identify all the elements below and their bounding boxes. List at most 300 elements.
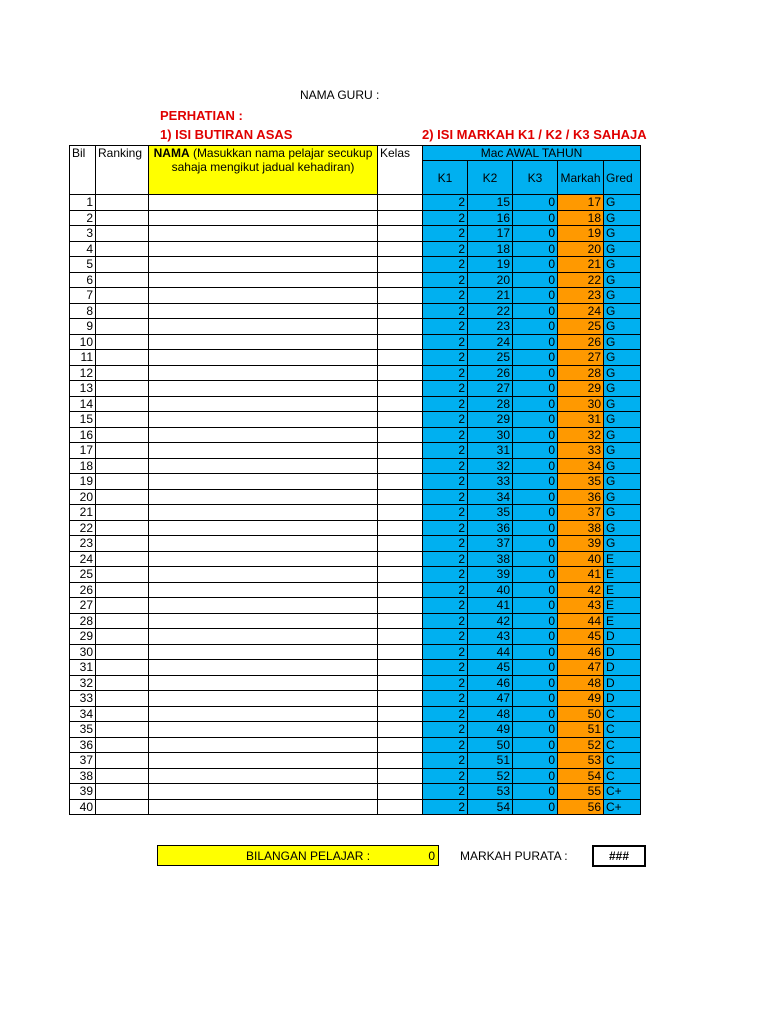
cell-k1: 2 xyxy=(423,784,468,800)
cell-kelas[interactable] xyxy=(378,427,423,443)
cell-kelas[interactable] xyxy=(378,210,423,226)
cell-kelas[interactable] xyxy=(378,675,423,691)
cell-nama[interactable] xyxy=(149,210,378,226)
cell-bil: 16 xyxy=(70,427,96,443)
table-row xyxy=(70,443,641,459)
cell-markah: 37 xyxy=(558,505,604,521)
cell-ranking[interactable] xyxy=(96,427,149,443)
cell-k3: 0 xyxy=(513,567,558,583)
cell-k1: 2 xyxy=(423,706,468,722)
cell-k3: 0 xyxy=(513,319,558,335)
table-row xyxy=(70,675,641,691)
cell-k2: 38 xyxy=(468,551,513,567)
cell-bil: 27 xyxy=(70,598,96,614)
cell-markah: 50 xyxy=(558,706,604,722)
cell-kelas[interactable] xyxy=(378,737,423,753)
cell-ranking[interactable] xyxy=(96,675,149,691)
cell-nama[interactable] xyxy=(149,784,378,800)
cell-nama[interactable] xyxy=(149,505,378,521)
table-row xyxy=(70,613,641,629)
cell-ranking[interactable] xyxy=(96,551,149,567)
cell-kelas[interactable] xyxy=(378,536,423,552)
cell-gred: G xyxy=(604,195,641,211)
cell-markah: 38 xyxy=(558,520,604,536)
cell-k2: 27 xyxy=(468,381,513,397)
header-nama-note: (Masukkan nama pelajar secukup sahaja mengikut jadual kehadiran) xyxy=(171,146,373,174)
cell-kelas[interactable] xyxy=(378,241,423,257)
cell-nama[interactable] xyxy=(149,412,378,428)
cell-gred: G xyxy=(604,226,641,242)
table-row xyxy=(70,334,641,350)
cell-nama[interactable] xyxy=(149,272,378,288)
cell-markah: 21 xyxy=(558,257,604,273)
cell-k3: 0 xyxy=(513,644,558,660)
cell-gred: G xyxy=(604,536,641,552)
cell-bil: 33 xyxy=(70,691,96,707)
cell-nama[interactable] xyxy=(149,474,378,490)
cell-nama[interactable] xyxy=(149,350,378,366)
cell-markah: 30 xyxy=(558,396,604,412)
cell-k1: 2 xyxy=(423,737,468,753)
cell-kelas[interactable] xyxy=(378,396,423,412)
cell-gred: C+ xyxy=(604,799,641,815)
cell-bil: 13 xyxy=(70,381,96,397)
cell-k1: 2 xyxy=(423,489,468,505)
table-row xyxy=(70,427,641,443)
cell-k3: 0 xyxy=(513,768,558,784)
cell-k2: 36 xyxy=(468,520,513,536)
cell-k3: 0 xyxy=(513,257,558,273)
cell-kelas[interactable] xyxy=(378,458,423,474)
cell-ranking[interactable] xyxy=(96,303,149,319)
cell-k2: 42 xyxy=(468,613,513,629)
cell-nama[interactable] xyxy=(149,458,378,474)
cell-k2: 39 xyxy=(468,567,513,583)
cell-gred: G xyxy=(604,303,641,319)
cell-nama[interactable] xyxy=(149,799,378,815)
cell-kelas[interactable] xyxy=(378,505,423,521)
cell-kelas[interactable] xyxy=(378,412,423,428)
cell-ranking[interactable] xyxy=(96,195,149,211)
cell-bil: 7 xyxy=(70,288,96,304)
cell-k1: 2 xyxy=(423,551,468,567)
markah-purata-label: MARKAH PURATA : xyxy=(460,849,568,863)
cell-kelas[interactable] xyxy=(378,288,423,304)
cell-bil: 36 xyxy=(70,737,96,753)
cell-nama[interactable] xyxy=(149,675,378,691)
table-row xyxy=(70,381,641,397)
cell-nama[interactable] xyxy=(149,319,378,335)
cell-nama[interactable] xyxy=(149,706,378,722)
cell-markah: 52 xyxy=(558,737,604,753)
table-row xyxy=(70,288,641,304)
cell-nama[interactable] xyxy=(149,598,378,614)
cell-markah: 33 xyxy=(558,443,604,459)
cell-nama[interactable] xyxy=(149,660,378,676)
cell-kelas[interactable] xyxy=(378,520,423,536)
cell-k1: 2 xyxy=(423,210,468,226)
cell-kelas[interactable] xyxy=(378,660,423,676)
cell-nama[interactable] xyxy=(149,288,378,304)
cell-bil: 22 xyxy=(70,520,96,536)
cell-k3: 0 xyxy=(513,784,558,800)
cell-ranking[interactable] xyxy=(96,241,149,257)
header-bil: Bil xyxy=(70,146,96,195)
cell-k2: 41 xyxy=(468,598,513,614)
cell-bil: 15 xyxy=(70,412,96,428)
cell-kelas[interactable] xyxy=(378,226,423,242)
cell-kelas[interactable] xyxy=(378,629,423,645)
cell-nama[interactable] xyxy=(149,241,378,257)
cell-nama[interactable] xyxy=(149,722,378,738)
cell-k3: 0 xyxy=(513,381,558,397)
cell-ranking[interactable] xyxy=(96,660,149,676)
cell-ranking[interactable] xyxy=(96,257,149,273)
cell-markah: 53 xyxy=(558,753,604,769)
cell-kelas[interactable] xyxy=(378,722,423,738)
cell-ranking[interactable] xyxy=(96,598,149,614)
header-k3: K3 xyxy=(513,161,558,195)
cell-kelas[interactable] xyxy=(378,489,423,505)
cell-k1: 2 xyxy=(423,474,468,490)
cell-k1: 2 xyxy=(423,691,468,707)
table-row xyxy=(70,474,641,490)
cell-nama[interactable] xyxy=(149,520,378,536)
cell-markah: 51 xyxy=(558,722,604,738)
cell-k2: 25 xyxy=(468,350,513,366)
cell-markah: 36 xyxy=(558,489,604,505)
cell-ranking[interactable] xyxy=(96,737,149,753)
bilangan-pelajar-box xyxy=(157,845,439,866)
cell-k2: 32 xyxy=(468,458,513,474)
cell-bil: 5 xyxy=(70,257,96,273)
header-kelas: Kelas xyxy=(378,146,423,195)
cell-k2: 40 xyxy=(468,582,513,598)
cell-k2: 35 xyxy=(468,505,513,521)
cell-kelas[interactable] xyxy=(378,598,423,614)
table-row xyxy=(70,551,641,567)
cell-k2: 30 xyxy=(468,427,513,443)
cell-gred: C+ xyxy=(604,784,641,800)
cell-k3: 0 xyxy=(513,443,558,459)
cell-gred: C xyxy=(604,753,641,769)
cell-k2: 19 xyxy=(468,257,513,273)
cell-kelas[interactable] xyxy=(378,474,423,490)
nama-guru-label: NAMA GURU : xyxy=(300,88,380,102)
cell-kelas[interactable] xyxy=(378,272,423,288)
cell-nama[interactable] xyxy=(149,768,378,784)
cell-gred: G xyxy=(604,443,641,459)
cell-bil: 24 xyxy=(70,551,96,567)
cell-ranking[interactable] xyxy=(96,629,149,645)
cell-nama[interactable] xyxy=(149,691,378,707)
cell-markah: 25 xyxy=(558,319,604,335)
cell-markah: 31 xyxy=(558,412,604,428)
cell-gred: G xyxy=(604,350,641,366)
cell-ranking[interactable] xyxy=(96,443,149,459)
cell-markah: 18 xyxy=(558,210,604,226)
cell-gred: D xyxy=(604,691,641,707)
cell-k2: 17 xyxy=(468,226,513,242)
table-row xyxy=(70,505,641,521)
cell-nama[interactable] xyxy=(149,737,378,753)
bilangan-pelajar-label: BILANGAN PELAJAR : xyxy=(246,849,371,863)
cell-markah: 27 xyxy=(558,350,604,366)
cell-bil: 26 xyxy=(70,582,96,598)
cell-bil: 9 xyxy=(70,319,96,335)
cell-nama[interactable] xyxy=(149,303,378,319)
cell-k1: 2 xyxy=(423,226,468,242)
cell-nama[interactable] xyxy=(149,613,378,629)
cell-ranking[interactable] xyxy=(96,722,149,738)
table-row xyxy=(70,210,641,226)
cell-k1: 2 xyxy=(423,567,468,583)
table-row xyxy=(70,458,641,474)
cell-nama[interactable] xyxy=(149,443,378,459)
cell-bil: 3 xyxy=(70,226,96,242)
cell-k1: 2 xyxy=(423,319,468,335)
cell-k3: 0 xyxy=(513,675,558,691)
cell-kelas[interactable] xyxy=(378,319,423,335)
cell-nama[interactable] xyxy=(149,644,378,660)
cell-k2: 23 xyxy=(468,319,513,335)
cell-k2: 49 xyxy=(468,722,513,738)
cell-bil: 4 xyxy=(70,241,96,257)
cell-ranking[interactable] xyxy=(96,784,149,800)
cell-ranking[interactable] xyxy=(96,288,149,304)
cell-markah: 56 xyxy=(558,799,604,815)
table-row xyxy=(70,536,641,552)
cell-bil: 32 xyxy=(70,675,96,691)
instruction-2: 2) ISI MARKAH K1 / K2 / K3 SAHAJA xyxy=(422,127,647,142)
header-ranking: Ranking xyxy=(96,146,149,195)
cell-nama[interactable] xyxy=(149,334,378,350)
cell-k3: 0 xyxy=(513,582,558,598)
cell-nama[interactable] xyxy=(149,257,378,273)
cell-bil: 18 xyxy=(70,458,96,474)
cell-kelas[interactable] xyxy=(378,350,423,366)
cell-gred: G xyxy=(604,412,641,428)
table-row xyxy=(70,365,641,381)
cell-k1: 2 xyxy=(423,753,468,769)
cell-k1: 2 xyxy=(423,334,468,350)
cell-nama[interactable] xyxy=(149,195,378,211)
cell-ranking[interactable] xyxy=(96,365,149,381)
cell-nama[interactable] xyxy=(149,567,378,583)
cell-ranking[interactable] xyxy=(96,381,149,397)
cell-k2: 52 xyxy=(468,768,513,784)
cell-ranking[interactable] xyxy=(96,520,149,536)
cell-k1: 2 xyxy=(423,722,468,738)
cell-k1: 2 xyxy=(423,768,468,784)
cell-kelas[interactable] xyxy=(378,381,423,397)
header-awal-tahun: Mac AWAL TAHUN xyxy=(423,146,641,161)
cell-markah: 20 xyxy=(558,241,604,257)
cell-kelas[interactable] xyxy=(378,753,423,769)
cell-ranking[interactable] xyxy=(96,753,149,769)
cell-gred: G xyxy=(604,210,641,226)
cell-kelas[interactable] xyxy=(378,706,423,722)
cell-k3: 0 xyxy=(513,195,558,211)
cell-ranking[interactable] xyxy=(96,226,149,242)
cell-ranking[interactable] xyxy=(96,644,149,660)
cell-ranking[interactable] xyxy=(96,474,149,490)
cell-bil: 11 xyxy=(70,350,96,366)
header-nama xyxy=(149,146,378,195)
cell-bil: 28 xyxy=(70,613,96,629)
cell-bil: 14 xyxy=(70,396,96,412)
instruction-1: 1) ISI BUTIRAN ASAS xyxy=(160,127,293,142)
cell-markah: 39 xyxy=(558,536,604,552)
cell-ranking[interactable] xyxy=(96,567,149,583)
cell-k2: 47 xyxy=(468,691,513,707)
cell-k1: 2 xyxy=(423,303,468,319)
table-row xyxy=(70,520,641,536)
table-row xyxy=(70,722,641,738)
cell-ranking[interactable] xyxy=(96,489,149,505)
cell-ranking[interactable] xyxy=(96,691,149,707)
cell-k1: 2 xyxy=(423,799,468,815)
cell-k1: 2 xyxy=(423,629,468,645)
cell-nama[interactable] xyxy=(149,536,378,552)
cell-k3: 0 xyxy=(513,737,558,753)
cell-kelas[interactable] xyxy=(378,257,423,273)
table-row xyxy=(70,737,641,753)
cell-ranking[interactable] xyxy=(96,319,149,335)
cell-kelas[interactable] xyxy=(378,799,423,815)
cell-k3: 0 xyxy=(513,799,558,815)
cell-markah: 54 xyxy=(558,768,604,784)
cell-k3: 0 xyxy=(513,272,558,288)
cell-kelas[interactable] xyxy=(378,365,423,381)
cell-kelas[interactable] xyxy=(378,613,423,629)
cell-k3: 0 xyxy=(513,427,558,443)
table-row xyxy=(70,691,641,707)
cell-nama[interactable] xyxy=(149,381,378,397)
cell-kelas[interactable] xyxy=(378,334,423,350)
cell-k1: 2 xyxy=(423,644,468,660)
cell-bil: 20 xyxy=(70,489,96,505)
cell-bil: 19 xyxy=(70,474,96,490)
cell-k3: 0 xyxy=(513,660,558,676)
cell-k2: 48 xyxy=(468,706,513,722)
cell-gred: G xyxy=(604,365,641,381)
cell-nama[interactable] xyxy=(149,582,378,598)
header-nama-bold: NAMA xyxy=(153,146,190,160)
cell-ranking[interactable] xyxy=(96,505,149,521)
cell-ranking[interactable] xyxy=(96,706,149,722)
cell-ranking[interactable] xyxy=(96,350,149,366)
cell-k1: 2 xyxy=(423,675,468,691)
cell-kelas[interactable] xyxy=(378,768,423,784)
cell-kelas[interactable] xyxy=(378,644,423,660)
cell-nama[interactable] xyxy=(149,629,378,645)
table-row xyxy=(70,706,641,722)
cell-k1: 2 xyxy=(423,660,468,676)
header-gred: Gred xyxy=(604,161,641,195)
cell-markah: 48 xyxy=(558,675,604,691)
cell-k2: 53 xyxy=(468,784,513,800)
cell-kelas[interactable] xyxy=(378,303,423,319)
cell-kelas[interactable] xyxy=(378,443,423,459)
cell-k2: 33 xyxy=(468,474,513,490)
cell-kelas[interactable] xyxy=(378,195,423,211)
cell-ranking[interactable] xyxy=(96,613,149,629)
cell-nama[interactable] xyxy=(149,551,378,567)
cell-markah: 42 xyxy=(558,582,604,598)
cell-ranking[interactable] xyxy=(96,768,149,784)
cell-ranking[interactable] xyxy=(96,396,149,412)
cell-nama[interactable] xyxy=(149,489,378,505)
cell-ranking[interactable] xyxy=(96,412,149,428)
cell-bil: 38 xyxy=(70,768,96,784)
cell-nama[interactable] xyxy=(149,226,378,242)
cell-k1: 2 xyxy=(423,412,468,428)
cell-markah: 35 xyxy=(558,474,604,490)
cell-gred: C xyxy=(604,706,641,722)
table-row xyxy=(70,257,641,273)
table-row xyxy=(70,753,641,769)
cell-markah: 46 xyxy=(558,644,604,660)
cell-nama[interactable] xyxy=(149,753,378,769)
cell-markah: 47 xyxy=(558,660,604,676)
header-k1: K1 xyxy=(423,161,468,195)
cell-k3: 0 xyxy=(513,412,558,428)
cell-ranking[interactable] xyxy=(96,272,149,288)
cell-k3: 0 xyxy=(513,350,558,366)
cell-bil: 2 xyxy=(70,210,96,226)
cell-kelas[interactable] xyxy=(378,551,423,567)
cell-k1: 2 xyxy=(423,427,468,443)
cell-k3: 0 xyxy=(513,505,558,521)
cell-nama[interactable] xyxy=(149,427,378,443)
cell-k2: 15 xyxy=(468,195,513,211)
cell-nama[interactable] xyxy=(149,365,378,381)
cell-gred: G xyxy=(604,319,641,335)
cell-ranking[interactable] xyxy=(96,799,149,815)
cell-nama[interactable] xyxy=(149,396,378,412)
cell-gred: E xyxy=(604,613,641,629)
cell-ranking[interactable] xyxy=(96,582,149,598)
table-row xyxy=(70,195,641,211)
cell-ranking[interactable] xyxy=(96,458,149,474)
cell-gred: G xyxy=(604,474,641,490)
cell-ranking[interactable] xyxy=(96,210,149,226)
cell-markah: 49 xyxy=(558,691,604,707)
cell-k3: 0 xyxy=(513,334,558,350)
cell-ranking[interactable] xyxy=(96,334,149,350)
cell-kelas[interactable] xyxy=(378,691,423,707)
table-row xyxy=(70,412,641,428)
cell-k3: 0 xyxy=(513,365,558,381)
cell-markah: 40 xyxy=(558,551,604,567)
cell-kelas[interactable] xyxy=(378,567,423,583)
cell-markah: 32 xyxy=(558,427,604,443)
cell-kelas[interactable] xyxy=(378,582,423,598)
cell-markah: 55 xyxy=(558,784,604,800)
cell-bil: 23 xyxy=(70,536,96,552)
table-row xyxy=(70,567,641,583)
cell-k1: 2 xyxy=(423,381,468,397)
table-row xyxy=(70,598,641,614)
cell-kelas[interactable] xyxy=(378,784,423,800)
cell-k2: 21 xyxy=(468,288,513,304)
cell-gred: E xyxy=(604,551,641,567)
cell-gred: G xyxy=(604,520,641,536)
cell-ranking[interactable] xyxy=(96,536,149,552)
cell-bil: 17 xyxy=(70,443,96,459)
table-row xyxy=(70,226,641,242)
